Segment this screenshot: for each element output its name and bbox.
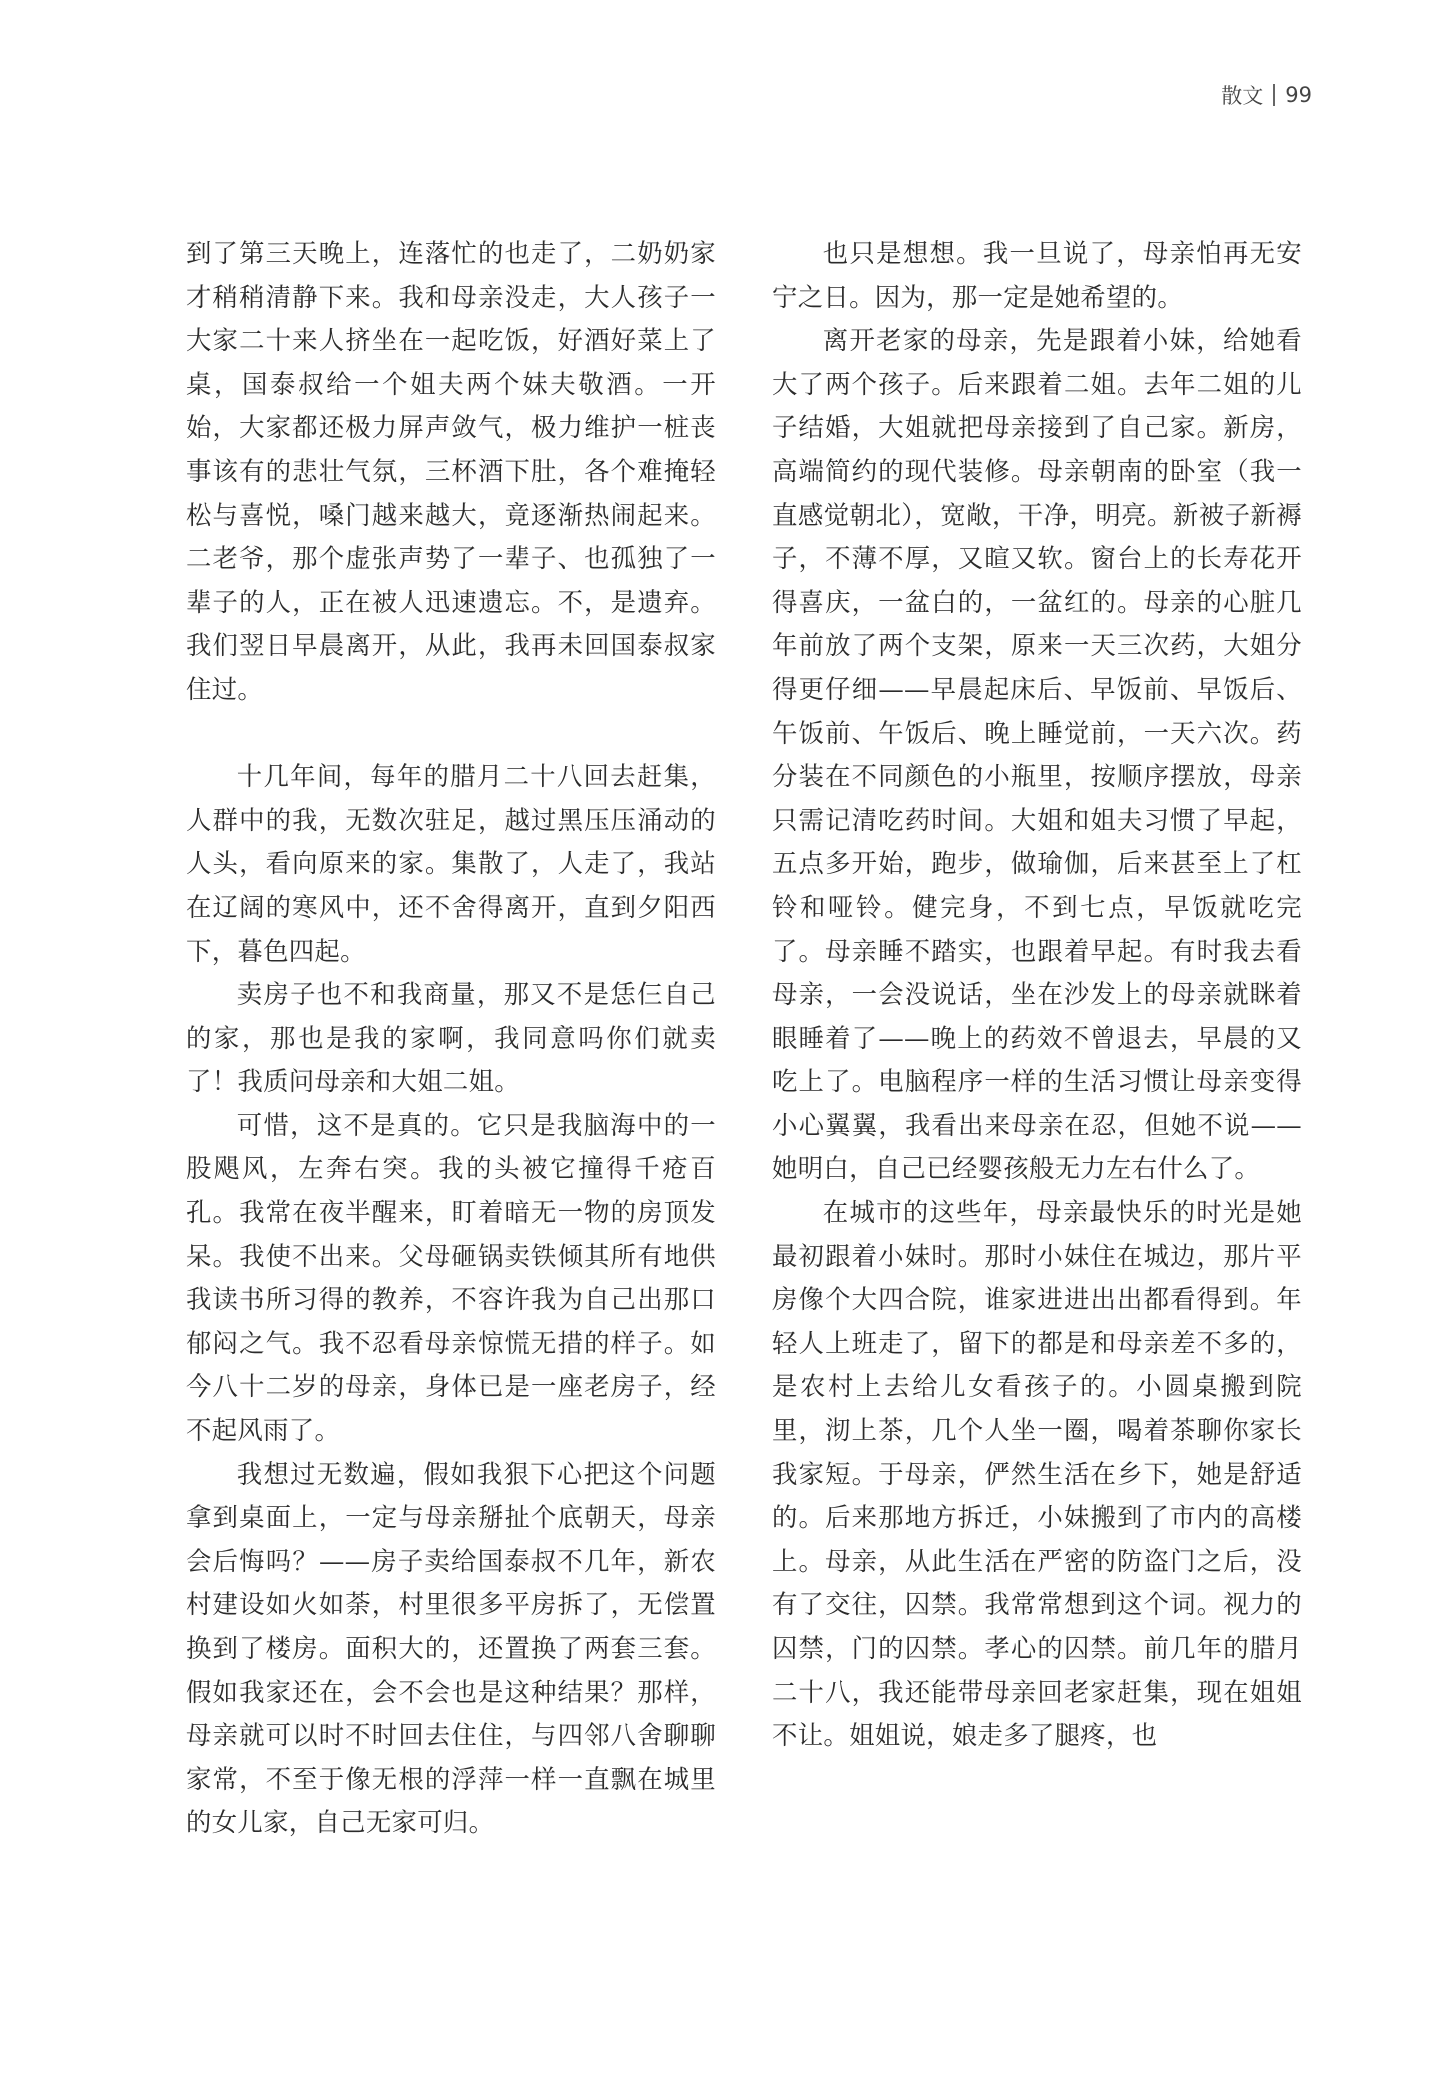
paragraph: 我想过无数遍，假如我狠下心把这个问题拿到桌面上，一定与母亲掰扯个底朝天，母亲会后悔吗？——房子卖给国泰叔不几年，新农村建设如火如荼，村里很多平房拆了，无偿置换到了楼房。面积大的，还置换了两套三套。假如我家还在，会不会也是这种结果？那样，母亲就可以时不时回去住住，与四邻八舍聊聊家常，不至于像无根的浮萍一样一直飘在城里的女儿家，自己无家可归。 (186, 1458, 716, 1838)
paragraph: 在城市的这些年，母亲最快乐的时光是她最初跟着小妹时。那时小妹住在城边，那片平房像个大四合院，谁家进进出出都看得到。年轻人上班走了，留下的都是和母亲差不多的，是农村上去给儿女看孩子的。小圆桌搬到院里，沏上茶，几个人坐一圈，喝着茶聊你家长我家短。于母亲，俨然生活在乡下，她是舒适的。后来那地方拆迁，小妹搬到了市内的高楼上。母亲，从此生活在严密的防盗门之后，没有了交往，囚禁。我常常想到这个词。视力的囚禁，门的囚禁。孝心的囚禁。前几年的腊月二十八，我还能带母亲回老家赶集，现在姐姐不让。姐姐说，娘走多了腿疼，也 (772, 1197, 1302, 1751)
paragraph: 离开老家的母亲，先是跟着小妹，给她看大了两个孩子。后来跟着二姐。去年二姐的儿子结婚，大姐就把母亲接到了自己家。新房，高端简约的现代装修。母亲朝南的卧室（我一直感觉朝北），宽敞，干净，明亮。新被子新褥子，不薄不厚，又暄又软。窗台上的长寿花开得喜庆，一盆白的，一盆红的。母亲的心脏几年前放了两个支架，原来一天三次药，大姐分得更仔细——早晨起床后、早饭前、早饭后、午饭前、午饭后、晚上睡觉前，一天六次。药分装在不同颜色的小瓶里，按顺序摆放，母亲只需记清吃药时间。大姐和姐夫习惯了早起，五点多开始，跑步，做瑜伽，后来甚至上了杠铃和哑铃。健完身，不到七点，早饭就吃完了。母亲睡不踏实，也跟着早起。有时我去看母亲，一会没说话，坐在沙发上的母亲就眯着眼睡着了——晚上的药效不曾退去，早晨的又吃上了。电脑程序一样的生活习惯让母亲变得小心翼翼，我看出来母亲在忍，但她不说——她明白，自己已经婴孩般无力左右什么了。 (772, 325, 1302, 1184)
paragraph: 可惜，这不是真的。它只是我脑海中的一股飓风，左奔右突。我的头被它撞得千疮百孔。我常在夜半醒来，盯着暗无一物的房顶发呆。我使不出来。父母砸锅卖铁倾其所有地供我读书所习得的教养，不容许我为自己出那口郁闷之气。我不忍看母亲惊慌无措的样子。如今八十二岁的母亲，身体已是一座老房子，经不起风雨了。 (186, 1109, 716, 1446)
right-column (772, 232, 1302, 1758)
page-number: 99 (1285, 83, 1312, 107)
section-label: 散文 (1221, 84, 1264, 108)
paragraph: 也只是想想。我一旦说了，母亲怕再无安宁之日。因为，那一定是她希望的。 (772, 238, 1302, 312)
running-header (1221, 80, 1312, 110)
header-divider (1273, 84, 1275, 106)
paragraph: 卖房子也不和我商量，那又不是恁仨自己的家，那也是我的家啊，我同意吗你们就卖了！我质问母亲和大姐二姐。 (186, 979, 716, 1097)
left-column (186, 232, 716, 1845)
paragraph: 到了第三天晚上，连落忙的也走了，二奶奶家才稍稍清静下来。我和母亲没走，大人孩子一大家二十来人挤坐在一起吃饭，好酒好菜上了桌，国泰叔给一个姐夫两个妹夫敬酒。一开始，大家都还极力屏声敛气，极力维护一桩丧事该有的悲壮气氛，三杯酒下肚，各个难掩轻松与喜悦，嗓门越来越大，竟逐渐热闹起来。二老爷，那个虚张声势了一辈子、也孤独了一辈子的人，正在被人迅速遗忘。不，是遗弃。我们翌日早晨离开，从此，我再未回国泰叔家住过。 (186, 238, 716, 704)
paragraph: 十几年间，每年的腊月二十八回去赶集，人群中的我，无数次驻足，越过黑压压涌动的人头，看向原来的家。集散了，人走了，我站在辽阔的寒风中，还不舍得离开，直到夕阳西下，暮色四起。 (186, 761, 716, 966)
section-break (186, 712, 716, 756)
